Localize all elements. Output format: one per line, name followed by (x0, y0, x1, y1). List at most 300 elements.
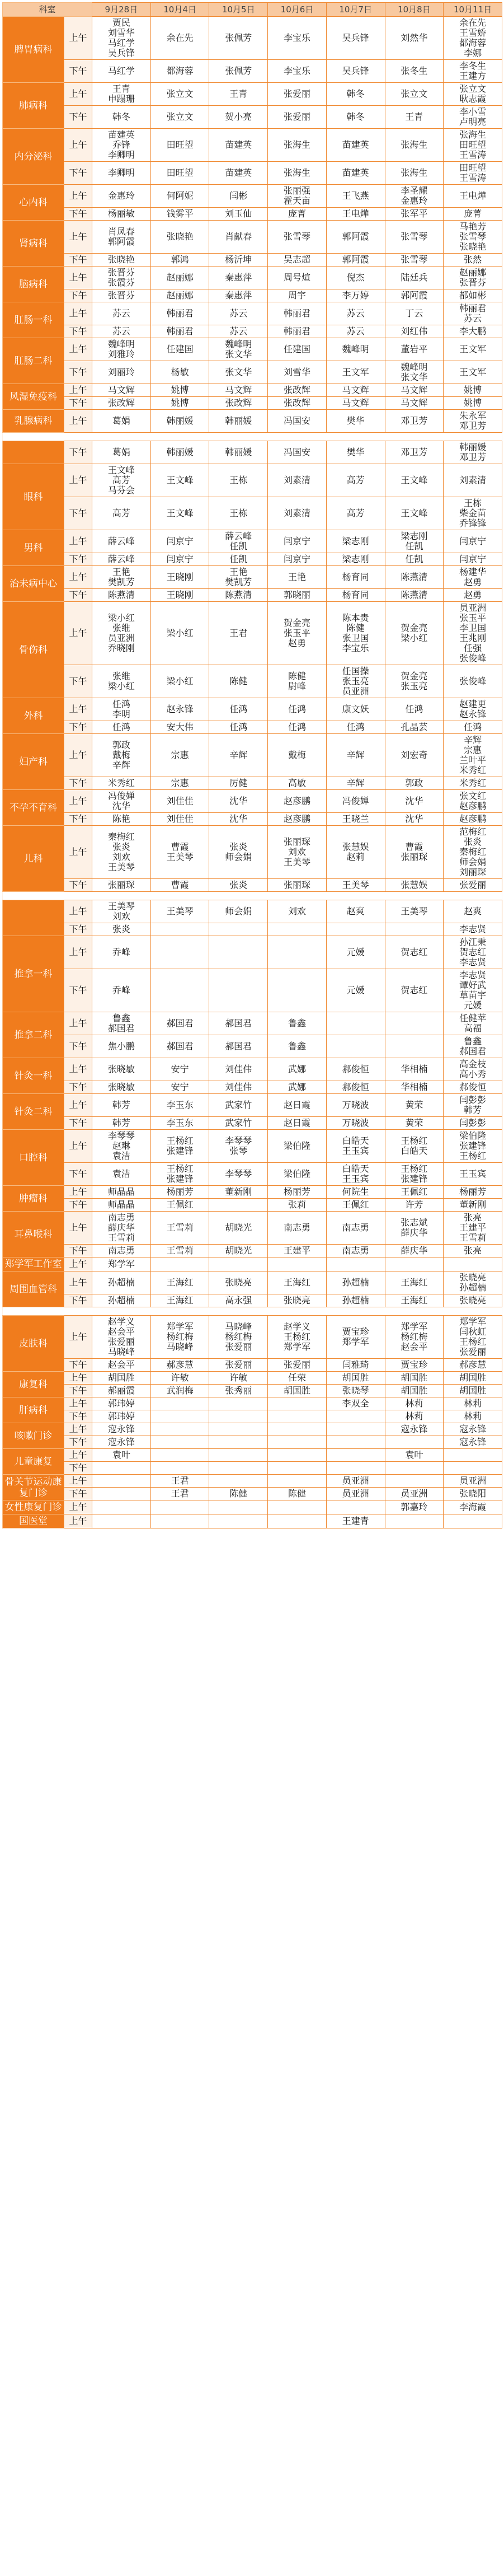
doctor-cell (268, 777, 327, 790)
doctor-name: 王君 (171, 1475, 189, 1486)
doctor-cell (444, 1475, 502, 1488)
section-gap (3, 433, 502, 441)
doctor-cell (444, 162, 502, 185)
period-label: 上午 (64, 129, 92, 162)
doctor-name: 员亚洲 (342, 1488, 369, 1499)
department-name: 肿瘤科 (3, 1186, 64, 1212)
doctor-cell (92, 1372, 151, 1385)
doctor-name: 南志勇 (342, 1222, 369, 1233)
department-name: 治未病中心 (3, 566, 64, 602)
doctor-name: 赵琳 (112, 1140, 130, 1151)
department-name: 肛肠一科 (3, 302, 64, 338)
doctor-cell (444, 397, 502, 410)
doctor-name: 李明 (112, 709, 130, 719)
doctor-name: 张晋芬 (107, 267, 135, 278)
doctor-cell (385, 813, 444, 826)
doctor-name: 辛辉 (229, 750, 248, 760)
doctor-name: 王文峰 (401, 475, 428, 485)
doctor-name: 田旺望 (166, 139, 194, 150)
doctor-name: 刘素清 (459, 475, 487, 485)
doctor-cell (326, 969, 385, 1012)
doctor-name: 张炎 (112, 924, 130, 934)
doctor-cell (326, 936, 385, 969)
doctor-cell (326, 338, 385, 361)
doctor-cell (385, 721, 444, 734)
doctor-cell (326, 813, 385, 826)
doctor-cell (444, 1117, 502, 1130)
doctor-name: 寇永锋 (107, 1437, 135, 1447)
doctor-name: 任建国 (166, 344, 194, 354)
doctor-cell (385, 1462, 444, 1475)
doctor-name: 张海生 (283, 167, 310, 178)
doctor-name: 乔晓刚 (107, 643, 135, 653)
doctor-cell (150, 566, 209, 589)
doctor-name: 王杨红 (459, 1151, 487, 1161)
doctor-name: 沈华 (112, 801, 130, 811)
doctor-name: 康文妖 (342, 704, 369, 714)
doctor-cell (268, 1081, 327, 1094)
doctor-name: 张晓艳 (166, 231, 194, 242)
doctor-name: 杨红梅 (225, 1331, 252, 1342)
doctor-cell (209, 530, 268, 553)
doctor-cell (268, 1163, 327, 1186)
doctor-cell (268, 1385, 327, 1397)
doctor-name: 赵会平 (401, 1341, 428, 1352)
doctor-cell (444, 1012, 502, 1035)
doctor-name: 刘然华 (401, 32, 428, 43)
doctor-name: 张晓艳 (107, 254, 135, 265)
schedule-row (3, 1410, 502, 1423)
doctor-name: 沈华 (229, 814, 248, 824)
doctor-cell (444, 1410, 502, 1423)
schedule-row (3, 936, 502, 969)
doctor-name: 杨丽芳 (459, 1186, 487, 1197)
doctor-cell (150, 1058, 209, 1081)
doctor-cell (268, 698, 327, 721)
doctor-name: 陈健 (288, 1488, 306, 1499)
doctor-name: 耿志霞 (459, 93, 487, 104)
period-label: 上午 (64, 1058, 92, 1081)
doctor-cell (209, 410, 268, 433)
doctor-cell (385, 553, 444, 566)
doctor-name: 卢明亮 (459, 116, 487, 127)
doctor-name: 张丽琛 (401, 852, 428, 862)
doctor-name: 张维 (112, 623, 130, 633)
doctor-name: 李宝乐 (342, 643, 369, 653)
doctor-name: 米秀红 (459, 778, 487, 788)
doctor-cell (326, 698, 385, 721)
doctor-name: 金惠玲 (401, 195, 428, 206)
schedule-row (3, 721, 502, 734)
doctor-name: 金惠玲 (107, 190, 135, 201)
doctor-name: 许敏 (229, 1372, 248, 1383)
doctor-name: 张慧娱 (401, 880, 428, 890)
doctor-name: 张晓艳 (459, 241, 487, 252)
doctor-name: 张玉平 (283, 628, 310, 638)
doctor-name: 张建锋 (166, 1146, 194, 1156)
doctor-cell (385, 361, 444, 384)
doctor-name: 李卿明 (107, 149, 135, 160)
doctor-cell (92, 60, 151, 83)
doctor-name: 郝国君 (107, 1023, 135, 1034)
doctor-name: 梁伯隆 (459, 1130, 487, 1141)
doctor-cell (444, 302, 502, 325)
doctor-name: 南志勇 (283, 1222, 310, 1233)
doctor-name: 乔锋 (112, 139, 130, 150)
doctor-cell (150, 1462, 209, 1475)
schedule-row (3, 384, 502, 397)
doctor-cell (444, 589, 502, 602)
doctor-cell (268, 1423, 327, 1436)
doctor-name: 辛辉 (346, 750, 365, 760)
schedule-row (3, 530, 502, 553)
doctor-cell (92, 790, 151, 813)
doctor-name: 任鸿 (288, 722, 306, 732)
doctor-cell (150, 1372, 209, 1385)
doctor-name: 王雪莉 (107, 1232, 135, 1243)
period-label: 上午 (64, 1257, 92, 1271)
doctor-name: 张炎 (112, 841, 130, 852)
doctor-cell (326, 1385, 385, 1397)
doctor-cell (326, 254, 385, 267)
period-label: 上午 (64, 1397, 92, 1410)
doctor-name: 尉峰 (288, 681, 306, 691)
doctor-name: 孙江秉 (459, 937, 487, 947)
doctor-name: 柴金苗 (459, 508, 487, 518)
schedule-row (3, 602, 502, 665)
doctor-cell (268, 441, 327, 464)
department-name: 儿科 (3, 826, 64, 892)
doctor-name: 张丽琛 (283, 836, 310, 847)
doctor-cell (326, 553, 385, 566)
doctor-cell (385, 221, 444, 254)
doctor-cell (326, 361, 385, 384)
doctor-cell (92, 1397, 151, 1410)
doctor-name: 刘素清 (283, 475, 310, 485)
period-label: 下午 (64, 1035, 92, 1058)
doctor-name: 吴兵锋 (342, 32, 369, 43)
doctor-cell (385, 1410, 444, 1423)
doctor-name: 张改辉 (107, 398, 135, 408)
doctor-name: 孔晶芸 (401, 722, 428, 732)
doctor-name: 刘雅玲 (107, 349, 135, 359)
doctor-name: 寇永锋 (107, 1424, 135, 1434)
schedule-row (3, 1035, 502, 1058)
doctor-cell (326, 1199, 385, 1212)
department-name: 推拿一科 (3, 936, 64, 1012)
doctor-cell (268, 361, 327, 384)
doctor-cell (150, 221, 209, 254)
doctor-cell (444, 1130, 502, 1163)
doctor-cell (92, 665, 151, 698)
doctor-cell (150, 1271, 209, 1294)
doctor-cell (326, 1186, 385, 1199)
doctor-cell (92, 734, 151, 777)
doctor-name: 王杨红 (459, 1336, 487, 1347)
doctor-name: 邓卫芳 (459, 420, 487, 431)
doctor-name: 魏峰明 (107, 339, 135, 349)
doctor-name: 王杨红 (283, 1331, 310, 1342)
department-name: 风湿免疫科 (3, 384, 64, 410)
doctor-cell (92, 777, 151, 790)
department-name: 骨伤科 (3, 602, 64, 698)
doctor-name: 贺志红 (401, 985, 428, 995)
schedule-row (3, 129, 502, 162)
doctor-cell (150, 602, 209, 665)
doctor-cell (385, 464, 444, 497)
doctor-name: 张海生 (401, 167, 428, 178)
doctor-name: 任鸿 (112, 722, 130, 732)
schedule-row (3, 553, 502, 566)
doctor-name: 王建方 (459, 71, 487, 81)
doctor-cell (92, 1385, 151, 1397)
doctor-cell (209, 1271, 268, 1294)
doctor-name: 苏云 (346, 326, 365, 336)
header-dept-cell: 科室 (3, 3, 92, 17)
doctor-name: 曹霞 (171, 880, 189, 890)
doctor-cell (326, 162, 385, 185)
department-name: 肛肠二科 (3, 338, 64, 384)
department-name: 眼科 (3, 464, 64, 530)
doctor-name: 倪杰 (346, 272, 365, 283)
doctor-cell (385, 497, 444, 530)
doctor-name: 王雪莉 (166, 1222, 194, 1233)
doctor-name: 陈健 (288, 671, 306, 681)
doctor-name: 李小雪 (459, 106, 487, 117)
doctor-name: 师会娟 (225, 906, 252, 917)
doctor-name: 王佩红 (166, 1199, 194, 1210)
doctor-name: 乔峰 (112, 985, 130, 995)
doctor-cell (92, 289, 151, 302)
doctor-name: 马红学 (107, 38, 135, 48)
doctor-name: 曹霞 (405, 841, 423, 852)
doctor-name: 闫彭彭 (459, 1095, 487, 1105)
period-label: 上午 (64, 384, 92, 397)
doctor-name: 刘丽琛 (459, 867, 487, 877)
doctor-cell (326, 1397, 385, 1410)
doctor-name: 张文红 (459, 791, 487, 801)
department-name: 咳嗽门诊 (3, 1423, 64, 1449)
doctor-name: 林莉 (405, 1411, 423, 1422)
doctor-name: 张文华 (401, 372, 428, 382)
doctor-name: 王飞燕 (342, 190, 369, 201)
period-label: 上午 (64, 221, 92, 254)
doctor-cell (385, 969, 444, 1012)
doctor-name: 张爱丽 (283, 88, 310, 99)
doctor-name: 李双全 (342, 1398, 369, 1409)
period-label: 下午 (64, 553, 92, 566)
doctor-name: 张志斌 (401, 1217, 428, 1228)
doctor-cell (385, 1186, 444, 1199)
doctor-name: 霍天亩 (283, 195, 310, 206)
doctor-name: 苏云 (229, 308, 248, 319)
doctor-cell (268, 464, 327, 497)
doctor-name: 董新刚 (225, 1186, 252, 1197)
doctor-name: 苗建英 (107, 129, 135, 140)
doctor-cell (150, 969, 209, 1012)
period-label: 下午 (64, 879, 92, 892)
doctor-cell (385, 325, 444, 338)
doctor-cell (385, 1245, 444, 1257)
doctor-name: 兰叶平 (459, 755, 487, 765)
doctor-cell (385, 1094, 444, 1117)
doctor-name: 马艳芳 (459, 221, 487, 232)
doctor-cell (92, 721, 151, 734)
doctor-cell (209, 721, 268, 734)
doctor-name: 梁小红 (401, 633, 428, 643)
doctor-cell (268, 721, 327, 734)
doctor-name: 何阿妮 (166, 190, 194, 201)
doctor-cell (444, 1163, 502, 1186)
doctor-name: 申蹋珊 (107, 93, 135, 104)
doctor-name: 何院生 (342, 1186, 369, 1197)
doctor-cell (326, 17, 385, 60)
doctor-name: 郑学军 (166, 1321, 194, 1332)
doctor-cell (268, 410, 327, 433)
doctor-cell (209, 1212, 268, 1245)
doctor-name: 魏峰明 (225, 339, 252, 349)
doctor-name: 王杨红 (401, 1163, 428, 1174)
doctor-name: 许敏 (171, 1372, 189, 1383)
doctor-name: 袁洁 (112, 1151, 130, 1161)
doctor-name: 郑学军 (107, 1259, 135, 1269)
doctor-cell (209, 221, 268, 254)
doctor-name: 任鸿 (346, 722, 365, 732)
doctor-cell (209, 497, 268, 530)
doctor-cell (385, 589, 444, 602)
doctor-name: 贺志红 (401, 947, 428, 957)
schedule-row (3, 1081, 502, 1094)
period-label: 上午 (64, 698, 92, 721)
period-label: 下午 (64, 1163, 92, 1186)
doctor-name: 李卫国 (459, 623, 487, 633)
doctor-cell (268, 1186, 327, 1199)
period-label: 上午 (64, 602, 92, 665)
doctor-name: 宗惠 (464, 745, 482, 755)
period-label: 下午 (64, 1117, 92, 1130)
doctor-name: 王美琴 (107, 901, 135, 911)
schedule-row (3, 900, 502, 923)
doctor-name: 任荣 (288, 1372, 306, 1383)
department-name: 周围血管科 (3, 1271, 64, 1307)
schedule-row (3, 60, 502, 83)
doctor-cell (209, 338, 268, 361)
period-label: 上午 (64, 1372, 92, 1385)
doctor-cell (385, 790, 444, 813)
doctor-name: 葛娟 (112, 447, 130, 457)
doctor-cell (444, 1094, 502, 1117)
doctor-name: 孙超楠 (459, 1282, 487, 1293)
doctor-cell (150, 936, 209, 969)
schedule-row (3, 267, 502, 289)
doctor-cell (92, 1199, 151, 1212)
doctor-name: 苏云 (229, 326, 248, 336)
doctor-cell (92, 1462, 151, 1475)
doctor-cell (385, 530, 444, 553)
doctor-name: 杨丽芳 (283, 1186, 310, 1197)
doctor-cell (92, 1294, 151, 1307)
doctor-name: 贺小亮 (225, 111, 252, 122)
doctor-cell (268, 1410, 327, 1423)
doctor-name: 郝俊恒 (342, 1064, 369, 1074)
doctor-name: 姚博 (171, 385, 189, 395)
doctor-cell (326, 441, 385, 464)
doctor-name: 梁伯隆 (283, 1168, 310, 1179)
doctor-cell (326, 497, 385, 530)
doctor-cell (326, 221, 385, 254)
doctor-cell (326, 1212, 385, 1245)
doctor-name: 王海红 (166, 1295, 194, 1306)
doctor-name: 王栋 (464, 498, 482, 508)
doctor-name: 武家竹 (225, 1118, 252, 1128)
doctor-cell (92, 1035, 151, 1058)
doctor-name: 闫京宁 (283, 554, 310, 564)
doctor-cell (444, 721, 502, 734)
doctor-cell (268, 221, 327, 254)
doctor-cell (268, 185, 327, 208)
doctor-cell (385, 936, 444, 969)
doctor-cell (209, 106, 268, 129)
doctor-name: 王青 (405, 111, 423, 122)
doctor-name: 冯国安 (283, 447, 310, 457)
doctor-cell (268, 1372, 327, 1385)
doctor-name: 马晓峰 (107, 1347, 135, 1357)
schedule-row (3, 1372, 502, 1385)
doctor-cell (209, 923, 268, 936)
doctor-name: 刘佳佳 (166, 814, 194, 824)
doctor-name: 郝国君 (459, 1046, 487, 1056)
header-row (3, 3, 502, 17)
doctor-name: 薛云峰 (107, 554, 135, 564)
doctor-name: 南志勇 (107, 1245, 135, 1256)
doctor-cell (92, 1094, 151, 1117)
doctor-cell (92, 1271, 151, 1294)
period-label: 上午 (64, 1186, 92, 1199)
schedule-row (3, 879, 502, 892)
doctor-name: 王文军 (459, 344, 487, 354)
doctor-cell (92, 1475, 151, 1488)
schedule-row (3, 1316, 502, 1359)
doctor-name: 张建锋 (401, 1174, 428, 1184)
doctor-cell (92, 530, 151, 553)
header-day-cell: 10月8日 (385, 3, 444, 17)
doctor-name: 张海生 (401, 139, 428, 150)
doctor-name: 韩冬 (346, 88, 365, 99)
doctor-cell (92, 1058, 151, 1081)
doctor-name: 刘欢 (288, 906, 306, 917)
doctor-cell (92, 267, 151, 289)
doctor-name: 戴梅 (112, 750, 130, 760)
doctor-name: 张俊峰 (459, 676, 487, 686)
doctor-name: 赵日霞 (283, 1100, 310, 1110)
section-gap-cell (3, 433, 502, 441)
doctor-name: 李玉东 (166, 1100, 194, 1110)
doctor-name: 韩芳 (112, 1100, 130, 1110)
doctor-name: 秦梅红 (107, 831, 135, 842)
doctor-cell (150, 1475, 209, 1488)
period-label: 上午 (64, 1130, 92, 1163)
doctor-name: 寇永锋 (459, 1437, 487, 1447)
doctor-name: 韩丽媛 (225, 447, 252, 457)
doctor-name: 张爱丽 (459, 1347, 487, 1357)
doctor-cell (268, 923, 327, 936)
doctor-cell (150, 267, 209, 289)
doctor-cell (209, 162, 268, 185)
doctor-cell (150, 1035, 209, 1058)
schedule-row (3, 397, 502, 410)
doctor-cell (385, 1449, 444, 1462)
doctor-name: 薛庆华 (401, 1227, 428, 1238)
